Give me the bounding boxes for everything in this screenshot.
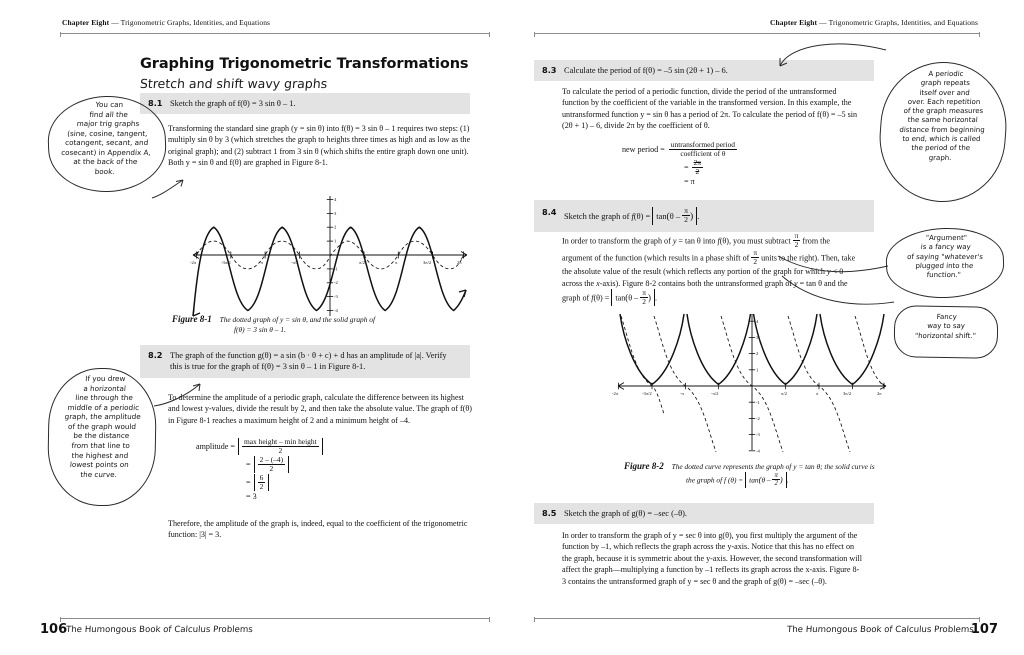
svg-text:-1: -1 <box>334 266 338 272</box>
period-row-3 <box>684 177 737 186</box>
running-head-dash: — <box>819 18 827 27</box>
running-head-subject: Trigonometric Graphs, Identities, and Equations <box>120 18 271 27</box>
margin-note-argument: "Argument" is a fancy way of saying "whatever's plugged into the function." <box>906 234 984 280</box>
running-head-left <box>62 18 270 27</box>
period-label: new period = <box>622 145 665 155</box>
book-title-right: The Humongous Book of Calculus Problems <box>786 625 975 635</box>
svg-text:3: 3 <box>756 335 759 340</box>
amplitude-row-4 <box>246 492 323 501</box>
svg-text:-π/2: -π/2 <box>291 260 299 265</box>
svg-text:2: 2 <box>756 351 759 357</box>
amplitude-row-2: = $\frac{2 - (-4)}{2}$ <box>246 456 323 473</box>
period-derivation <box>622 140 737 187</box>
running-head-subject: Trigonometric Graphs, Identities, and Equations <box>828 18 978 27</box>
problem-number: 8.5 <box>542 508 557 518</box>
figure-8-1-caption-line2: f(θ) = 3 sin θ – 1. <box>234 325 286 335</box>
figure-8-1-label: Figure 8-1 <box>172 314 212 324</box>
svg-text:-3π/2: -3π/2 <box>221 260 231 265</box>
svg-text:-1: -1 <box>756 399 760 405</box>
amplitude-step3-numerator: 6 <box>259 473 264 483</box>
solution-text-8-5: In order to transform the graph of y = sec θ into g(θ), you first multiply the argument of the function by –1, which reflects the graph across the y-axis. Notice that this has no effect on the graph, because it is symmetric about the y-axis. However, the second transformation will affect the graph—multiplying a function by –1 reflects its graph across the x-axis. Figure 8-3 contains the untransformed graph of y = sec θ and the graph of g(θ) = –sec (–θ). <box>562 531 862 586</box>
problem-number: 8.3 <box>542 65 557 75</box>
problem-box-8-1 <box>140 93 470 114</box>
problem-statement: Sketch the graph of g(θ) = –sec (–θ). <box>564 509 687 518</box>
svg-text:3π/2: 3π/2 <box>843 391 852 396</box>
amplitude-derivation <box>196 437 323 502</box>
svg-text:-3: -3 <box>334 294 338 299</box>
svg-text:4: 4 <box>756 319 759 324</box>
margin-note-horizontal-shift: Fancy way to say "horizontal shift." <box>914 313 977 340</box>
problem-statement: The graph of the function g(θ) = a sin (b · θ + c) + d has an amplitude of |a|. Verify this is true for the graph of f(θ) = 3 sin θ – 1 in Figure 8-1. <box>170 351 447 372</box>
problem-statement: Sketch the graph of f(θ) = tan(θ – $\frac{\pi}{2}$ ) . <box>564 206 700 225</box>
amplitude-step3-denominator: 2 <box>259 482 264 492</box>
book-title-left: The Humongous Book of Calculus Problems <box>65 625 254 635</box>
header-rule-right <box>534 33 980 34</box>
amplitude-step1-denominator: 2 <box>278 446 283 456</box>
svg-text:2: 2 <box>334 224 337 230</box>
svg-text:-4: -4 <box>334 307 338 313</box>
solution-text-8-2: To determine the amplitude of a periodic graph, calculate the difference between its highest and lowest y-values, divide the result by 2, and then take the absolute value. The graph of f(θ) in Figure 8-1 reaches a maximum height of 2 and a minimum height of –4. <box>168 393 473 425</box>
svg-text:3π/2: 3π/2 <box>423 260 432 265</box>
problem-box-8-2 <box>140 345 470 378</box>
figure-8-1-graph <box>185 190 475 320</box>
svg-text:-2π: -2π <box>612 391 619 396</box>
svg-text:1: 1 <box>756 367 759 373</box>
figure-8-1-caption-line1: The dotted graph of y = sin θ, and the solid graph of <box>219 315 376 324</box>
figure-8-2-caption-line1: The dotted curve represents the graph of y = tan θ; the solid curve is <box>671 462 875 471</box>
note-arrow-3 <box>770 36 890 70</box>
solution-text-8-3: To calculate the period of a periodic function, divide the period of the untransformed function by the coefficient of the variable in the transformed version. In this example, the untransformed function y = sin θ has a period of 2π. To calculate the period of f(θ) = –5 sin (2θ + 1) – 6, divide 2π by the coefficient of θ. <box>562 87 858 131</box>
problem-number: 8.4 <box>542 207 557 217</box>
page-number-right: 107 <box>970 622 998 637</box>
svg-text:π/2: π/2 <box>781 391 787 396</box>
svg-text:2π: 2π <box>457 260 462 265</box>
svg-text:π: π <box>816 391 819 396</box>
right-page <box>512 0 1024 655</box>
svg-text:-4: -4 <box>756 448 760 454</box>
svg-text:3: 3 <box>334 210 337 216</box>
problem-statement: Sketch the graph of f(θ) = 3 sin θ – 1. <box>170 99 296 108</box>
margin-note-period: A periodic graph repeats itself over and over. Each repetition of the graph measures the same horizontal distance from beginning to end, which is called the period of the graph. <box>899 70 985 162</box>
problem-box-8-4 <box>534 200 874 232</box>
period-row-2: = $\frac{2\pi}{2}$ <box>684 158 702 177</box>
note-arrow-2 <box>152 378 212 410</box>
svg-text:π: π <box>395 260 398 265</box>
period-step2-denominator: 2 <box>695 167 700 177</box>
footer-rule-right <box>534 618 980 619</box>
header-rule-left <box>60 33 490 34</box>
figure-8-2-label: Figure 8-2 <box>624 461 664 471</box>
amplitude-step1-numerator: max height – min height <box>243 437 317 446</box>
figure-8-1-caption <box>172 313 472 335</box>
amplitude-step2-numerator: 2 – (–4) <box>259 455 284 465</box>
running-head-right <box>770 18 978 27</box>
figure-8-2-graph <box>612 310 892 455</box>
running-head-chapter: Chapter Eight <box>769 18 818 27</box>
note-arrow-1 <box>150 175 190 200</box>
period-result: = π <box>684 177 695 187</box>
figure-8-2-caption <box>624 460 914 488</box>
page-subtitle: Stretch and shift wavy graphs <box>139 76 328 91</box>
svg-text:π/2: π/2 <box>359 260 365 265</box>
svg-text:-2: -2 <box>756 416 760 421</box>
svg-text:-π: -π <box>259 260 263 265</box>
page-number-left: 106 <box>40 622 68 637</box>
closing-text-8-2: Therefore, the amplitude of the graph is, indeed, equal to the coefficient of the trigonometric function: |3| = 3. <box>168 519 468 540</box>
solution-text-8-4: In order to transform the graph of y = tan θ into f(θ), you must subtract $\frac{\pi}{2}$ from the argument of the function (which results in a phase shift of $\frac{\pi}{2}$ units to the right). Then, take the absolute value of the result (which reflects any portion of the graph for which y < 0 across the x-axis). Figure 8-2 contains both the untransformed graph of y = tan θ and the graph of f(θ) = tan(θ – $\frac{\pi}{2}$ ) . <box>562 231 856 307</box>
svg-text:-π: -π <box>680 391 684 396</box>
problem-number: 8.1 <box>148 98 163 108</box>
figure-8-2-caption-line2: the graph of f (θ) = tan(θ – $\frac{\pi}{2}$ ) . <box>686 472 789 488</box>
amplitude-step2-denominator: 2 <box>269 464 274 474</box>
page-title: Graphing Trigonometric Transformations <box>140 56 469 72</box>
svg-text:-2π: -2π <box>190 260 197 265</box>
svg-text:-3: -3 <box>756 432 760 438</box>
svg-text:-3π/2: -3π/2 <box>642 391 652 396</box>
problem-number: 8.2 <box>148 350 163 360</box>
svg-text:-π/2: -π/2 <box>711 391 719 396</box>
period-step1-numerator: untransformed period <box>670 140 736 149</box>
footer-rule-left <box>60 618 490 619</box>
period-step1-denominator: coefficient of θ <box>680 149 726 159</box>
amplitude-result: = 3 <box>246 492 257 502</box>
amplitude-row-1 <box>196 438 323 455</box>
svg-text:-2: -2 <box>334 280 338 286</box>
problem-statement: Calculate the period of f(θ) = –5 sin (2θ + 1) – 6. <box>564 66 728 75</box>
margin-note-amplitude: If you drew a horizontal line through the middle of a periodic graph, the amplitude of the graph would be the distance from that line to the highest and lowest points on the curve. <box>64 374 142 479</box>
problem-box-8-5 <box>534 503 874 524</box>
solution-text-8-1: Transforming the standard sine graph (y = sin θ) into f(θ) = 3 sin θ – 1 requires two steps: (1) multiply sin θ by 3 (which stretches the graph to heights three times as high and as low as the original graph); and (2) subtract 1 from 3 sin θ (which shifts the entire graph down one unit). Both y = sin θ and f(θ) are graphed in Figure 8-1. <box>168 124 471 168</box>
running-head-dash: — <box>111 18 119 27</box>
period-step2-numerator: 2π <box>693 158 702 168</box>
margin-note-appendix: You can find all the major trig graphs (sine, cosine, tangent, cotangent, secant, and cosecant) in Appendix A, at the back of the book. <box>60 100 152 177</box>
amplitude-label: amplitude = <box>196 442 235 452</box>
svg-text:1: 1 <box>334 238 337 244</box>
svg-text:4: 4 <box>334 197 337 202</box>
svg-text:2π: 2π <box>877 391 882 396</box>
running-head-chapter: Chapter Eight <box>62 18 110 27</box>
period-row-1 <box>622 141 737 158</box>
amplitude-row-3: = $\frac{6}{2}$ <box>246 474 323 491</box>
